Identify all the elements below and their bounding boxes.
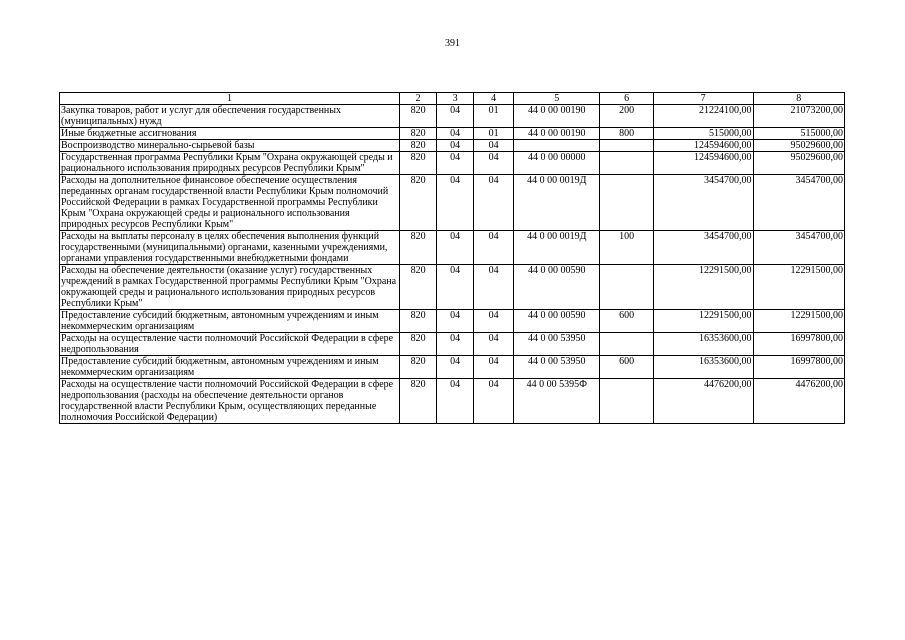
amount-year2-cell: 95029600,00 <box>753 152 845 175</box>
section-code-cell: 04 <box>437 105 474 128</box>
subsection-code-cell: 04 <box>474 356 514 379</box>
table-row <box>60 265 845 310</box>
subsection-code-cell: 04 <box>474 379 514 424</box>
amount-year2-cell: 515000,00 <box>753 128 845 140</box>
section-code-cell: 04 <box>437 333 474 356</box>
amount-year2-cell: 12291500,00 <box>753 265 845 310</box>
header-row <box>60 93 845 105</box>
target-article-cell: 44 0 00 53950 <box>514 356 600 379</box>
table-row <box>60 231 845 265</box>
ministry-code-cell: 820 <box>400 379 437 424</box>
ministry-code-cell: 820 <box>400 231 437 265</box>
amount-year1-cell: 16353600,00 <box>653 356 753 379</box>
expense-type-cell <box>600 175 653 231</box>
header-cell: 6 <box>600 93 653 105</box>
expense-name-cell: Предоставление субсидий бюджетным, автономным учреждениям и иным некоммерческим организациям <box>60 356 400 379</box>
expense-type-cell: 800 <box>600 128 653 140</box>
target-article-cell: 44 0 00 5395Ф <box>514 379 600 424</box>
expense-name-cell: Иные бюджетные ассигнования <box>60 128 400 140</box>
amount-year2-cell: 16997800,00 <box>753 333 845 356</box>
table-row <box>60 175 845 231</box>
ministry-code-cell: 820 <box>400 175 437 231</box>
header-cell: 4 <box>474 93 514 105</box>
target-article-cell <box>514 140 600 152</box>
header-cell: 3 <box>437 93 474 105</box>
section-code-cell: 04 <box>437 128 474 140</box>
amount-year1-cell: 124594600,00 <box>653 152 753 175</box>
subsection-code-cell: 04 <box>474 175 514 231</box>
amount-year1-cell: 3454700,00 <box>653 175 753 231</box>
ministry-code-cell: 820 <box>400 140 437 152</box>
expense-name-cell: Расходы на обеспечение деятельности (оказание услуг) государственных учреждений в рамках Государственной программы Республики Крым "Охрана окружающей среды и рационального использования природных ресурсов Республики Крым" <box>60 265 400 310</box>
expense-type-cell <box>600 333 653 356</box>
target-article-cell: 44 0 00 00590 <box>514 310 600 333</box>
amount-year2-cell: 3454700,00 <box>753 231 845 265</box>
table-row <box>60 152 845 175</box>
target-article-cell: 44 0 00 53950 <box>514 333 600 356</box>
amount-year2-cell: 12291500,00 <box>753 310 845 333</box>
expense-type-cell: 200 <box>600 105 653 128</box>
amount-year2-cell: 4476200,00 <box>753 379 845 424</box>
target-article-cell: 44 0 00 0019Д <box>514 175 600 231</box>
table-row <box>60 128 845 140</box>
section-code-cell: 04 <box>437 379 474 424</box>
header-cell: 2 <box>400 93 437 105</box>
expense-type-cell <box>600 140 653 152</box>
target-article-cell: 44 0 00 0019Д <box>514 231 600 265</box>
amount-year1-cell: 12291500,00 <box>653 265 753 310</box>
amount-year1-cell: 124594600,00 <box>653 140 753 152</box>
subsection-code-cell: 04 <box>474 333 514 356</box>
header-cell: 8 <box>753 93 845 105</box>
section-code-cell: 04 <box>437 152 474 175</box>
ministry-code-cell: 820 <box>400 356 437 379</box>
ministry-code-cell: 820 <box>400 333 437 356</box>
section-code-cell: 04 <box>437 140 474 152</box>
subsection-code-cell: 04 <box>474 152 514 175</box>
expense-type-cell <box>600 152 653 175</box>
budget-table <box>59 92 845 424</box>
ministry-code-cell: 820 <box>400 152 437 175</box>
header-cell: 5 <box>514 93 600 105</box>
subsection-code-cell: 04 <box>474 310 514 333</box>
section-code-cell: 04 <box>437 356 474 379</box>
amount-year1-cell: 16353600,00 <box>653 333 753 356</box>
table-row <box>60 356 845 379</box>
expense-name-cell: Воспроизводство минерально-сырьевой базы <box>60 140 400 152</box>
header-cell: 7 <box>653 93 753 105</box>
expense-type-cell: 600 <box>600 310 653 333</box>
target-article-cell: 44 0 00 00000 <box>514 152 600 175</box>
expense-name-cell: Расходы на осуществление части полномочий Российской Федерации в сфере недропользования <box>60 333 400 356</box>
ministry-code-cell: 820 <box>400 105 437 128</box>
amount-year1-cell: 12291500,00 <box>653 310 753 333</box>
table-row <box>60 140 845 152</box>
ministry-code-cell: 820 <box>400 128 437 140</box>
table-row <box>60 379 845 424</box>
section-code-cell: 04 <box>437 231 474 265</box>
table-row <box>60 310 845 333</box>
amount-year1-cell: 3454700,00 <box>653 231 753 265</box>
ministry-code-cell: 820 <box>400 310 437 333</box>
amount-year1-cell: 21224100,00 <box>653 105 753 128</box>
expense-name-cell: Предоставление субсидий бюджетным, автономным учреждениям и иным некоммерческим организациям <box>60 310 400 333</box>
target-article-cell: 44 0 00 00590 <box>514 265 600 310</box>
expense-type-cell: 600 <box>600 356 653 379</box>
ministry-code-cell: 820 <box>400 265 437 310</box>
target-article-cell: 44 0 00 00190 <box>514 128 600 140</box>
expense-type-cell <box>600 265 653 310</box>
table-row <box>60 333 845 356</box>
target-article-cell: 44 0 00 00190 <box>514 105 600 128</box>
subsection-code-cell: 04 <box>474 231 514 265</box>
table-row <box>60 105 845 128</box>
amount-year2-cell: 3454700,00 <box>753 175 845 231</box>
table-body <box>60 105 845 424</box>
section-code-cell: 04 <box>437 310 474 333</box>
expense-type-cell: 100 <box>600 231 653 265</box>
subsection-code-cell: 01 <box>474 128 514 140</box>
expense-name-cell: Расходы на осуществление части полномочий Российской Федерации в сфере недропользования (расходы на обеспечение деятельности органов государственной власти Республики Крым, осуществляющих переданные полномочия Российской Федерации) <box>60 379 400 424</box>
subsection-code-cell: 04 <box>474 140 514 152</box>
amount-year1-cell: 515000,00 <box>653 128 753 140</box>
page-number: 391 <box>445 38 460 49</box>
section-code-cell: 04 <box>437 265 474 310</box>
amount-year2-cell: 21073200,00 <box>753 105 845 128</box>
expense-name-cell: Государственная программа Республики Крым "Охрана окружающей среды и рационального использования природных ресурсов Республики Крым" <box>60 152 400 175</box>
amount-year2-cell: 95029600,00 <box>753 140 845 152</box>
section-code-cell: 04 <box>437 175 474 231</box>
expense-name-cell: Закупка товаров, работ и услуг для обеспечения государственных (муниципальных) нужд <box>60 105 400 128</box>
expense-name-cell: Расходы на дополнительное финансовое обеспечение осуществления переданных органам государственной власти Республики Крым полномочий Российской Федерации в рамках Государственной программы Республики Крым "Охрана окружающей среды и рационального использования природных ресурсов Республики Крым" <box>60 175 400 231</box>
header-cell: 1 <box>60 93 400 105</box>
expense-name-cell: Расходы на выплаты персоналу в целях обеспечения выполнения функций государственными (муниципальными) органами, казенными учреждениями, органами управления государственными внебюджетными фондами <box>60 231 400 265</box>
subsection-code-cell: 01 <box>474 105 514 128</box>
expense-type-cell <box>600 379 653 424</box>
amount-year2-cell: 16997800,00 <box>753 356 845 379</box>
amount-year1-cell: 4476200,00 <box>653 379 753 424</box>
subsection-code-cell: 04 <box>474 265 514 310</box>
